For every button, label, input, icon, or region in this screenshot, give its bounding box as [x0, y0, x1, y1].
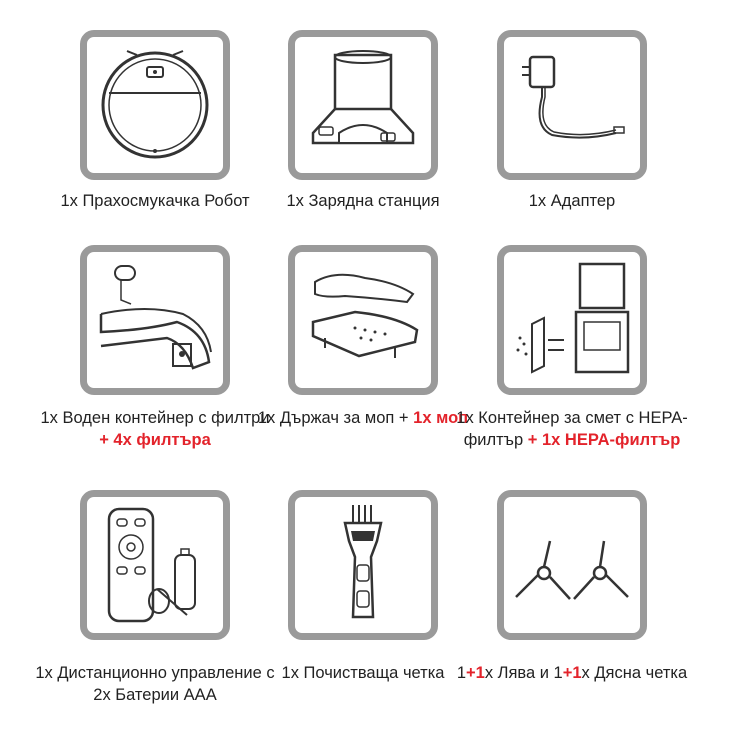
accessory-highlight: + 1x HEPA-филтър	[527, 431, 681, 449]
item-card-robot	[80, 30, 230, 180]
cleaning-brush-icon	[295, 497, 431, 633]
accessory-highlight: 1x моп	[413, 409, 469, 427]
side-brushes-icon	[504, 497, 640, 633]
item-card-mop	[288, 245, 438, 395]
adapter-icon	[504, 37, 640, 173]
caption-robot: 1x Прахосмукачка Робот	[60, 192, 250, 210]
caption-water-tank: 1x Воден контейнер с филтри + 4x филтъра	[40, 409, 270, 449]
accessory-highlight: + 4x филтъра	[99, 431, 211, 449]
item-card-adapter	[497, 30, 647, 180]
charging-station-icon	[295, 37, 431, 173]
item-card-remote	[80, 490, 230, 640]
item-card-dust-bin	[497, 245, 647, 395]
dust-bin-icon	[504, 252, 640, 388]
mop-holder-icon	[295, 252, 431, 388]
accessory-highlight: +1	[466, 664, 485, 682]
caption-remote: 1x Дистанционно управление с 2x Батерии ААА	[35, 664, 275, 704]
water-tank-icon	[87, 252, 223, 388]
item-card-station	[288, 30, 438, 180]
item-card-water-tank	[80, 245, 230, 395]
caption-station: 1x Зарядна станция	[286, 192, 440, 210]
caption-mop: 1x Държач за моп + 1x моп	[257, 409, 469, 427]
robot-vacuum-icon	[87, 37, 223, 173]
caption-side-brushes: 1+1x Лява и 1+1x Дясна четка	[456, 664, 688, 682]
accessory-highlight: +1	[562, 664, 582, 682]
item-card-brush	[288, 490, 438, 640]
item-card-side-brushes	[497, 490, 647, 640]
remote-control-icon	[87, 497, 223, 633]
caption-adapter: 1x Адаптер	[528, 192, 616, 210]
caption-dust-bin: 1x Контейнер за смет с HEPA-филтър + 1x HEPA-филтър	[456, 409, 688, 449]
caption-brush: 1x Почистваща четка	[281, 664, 445, 682]
